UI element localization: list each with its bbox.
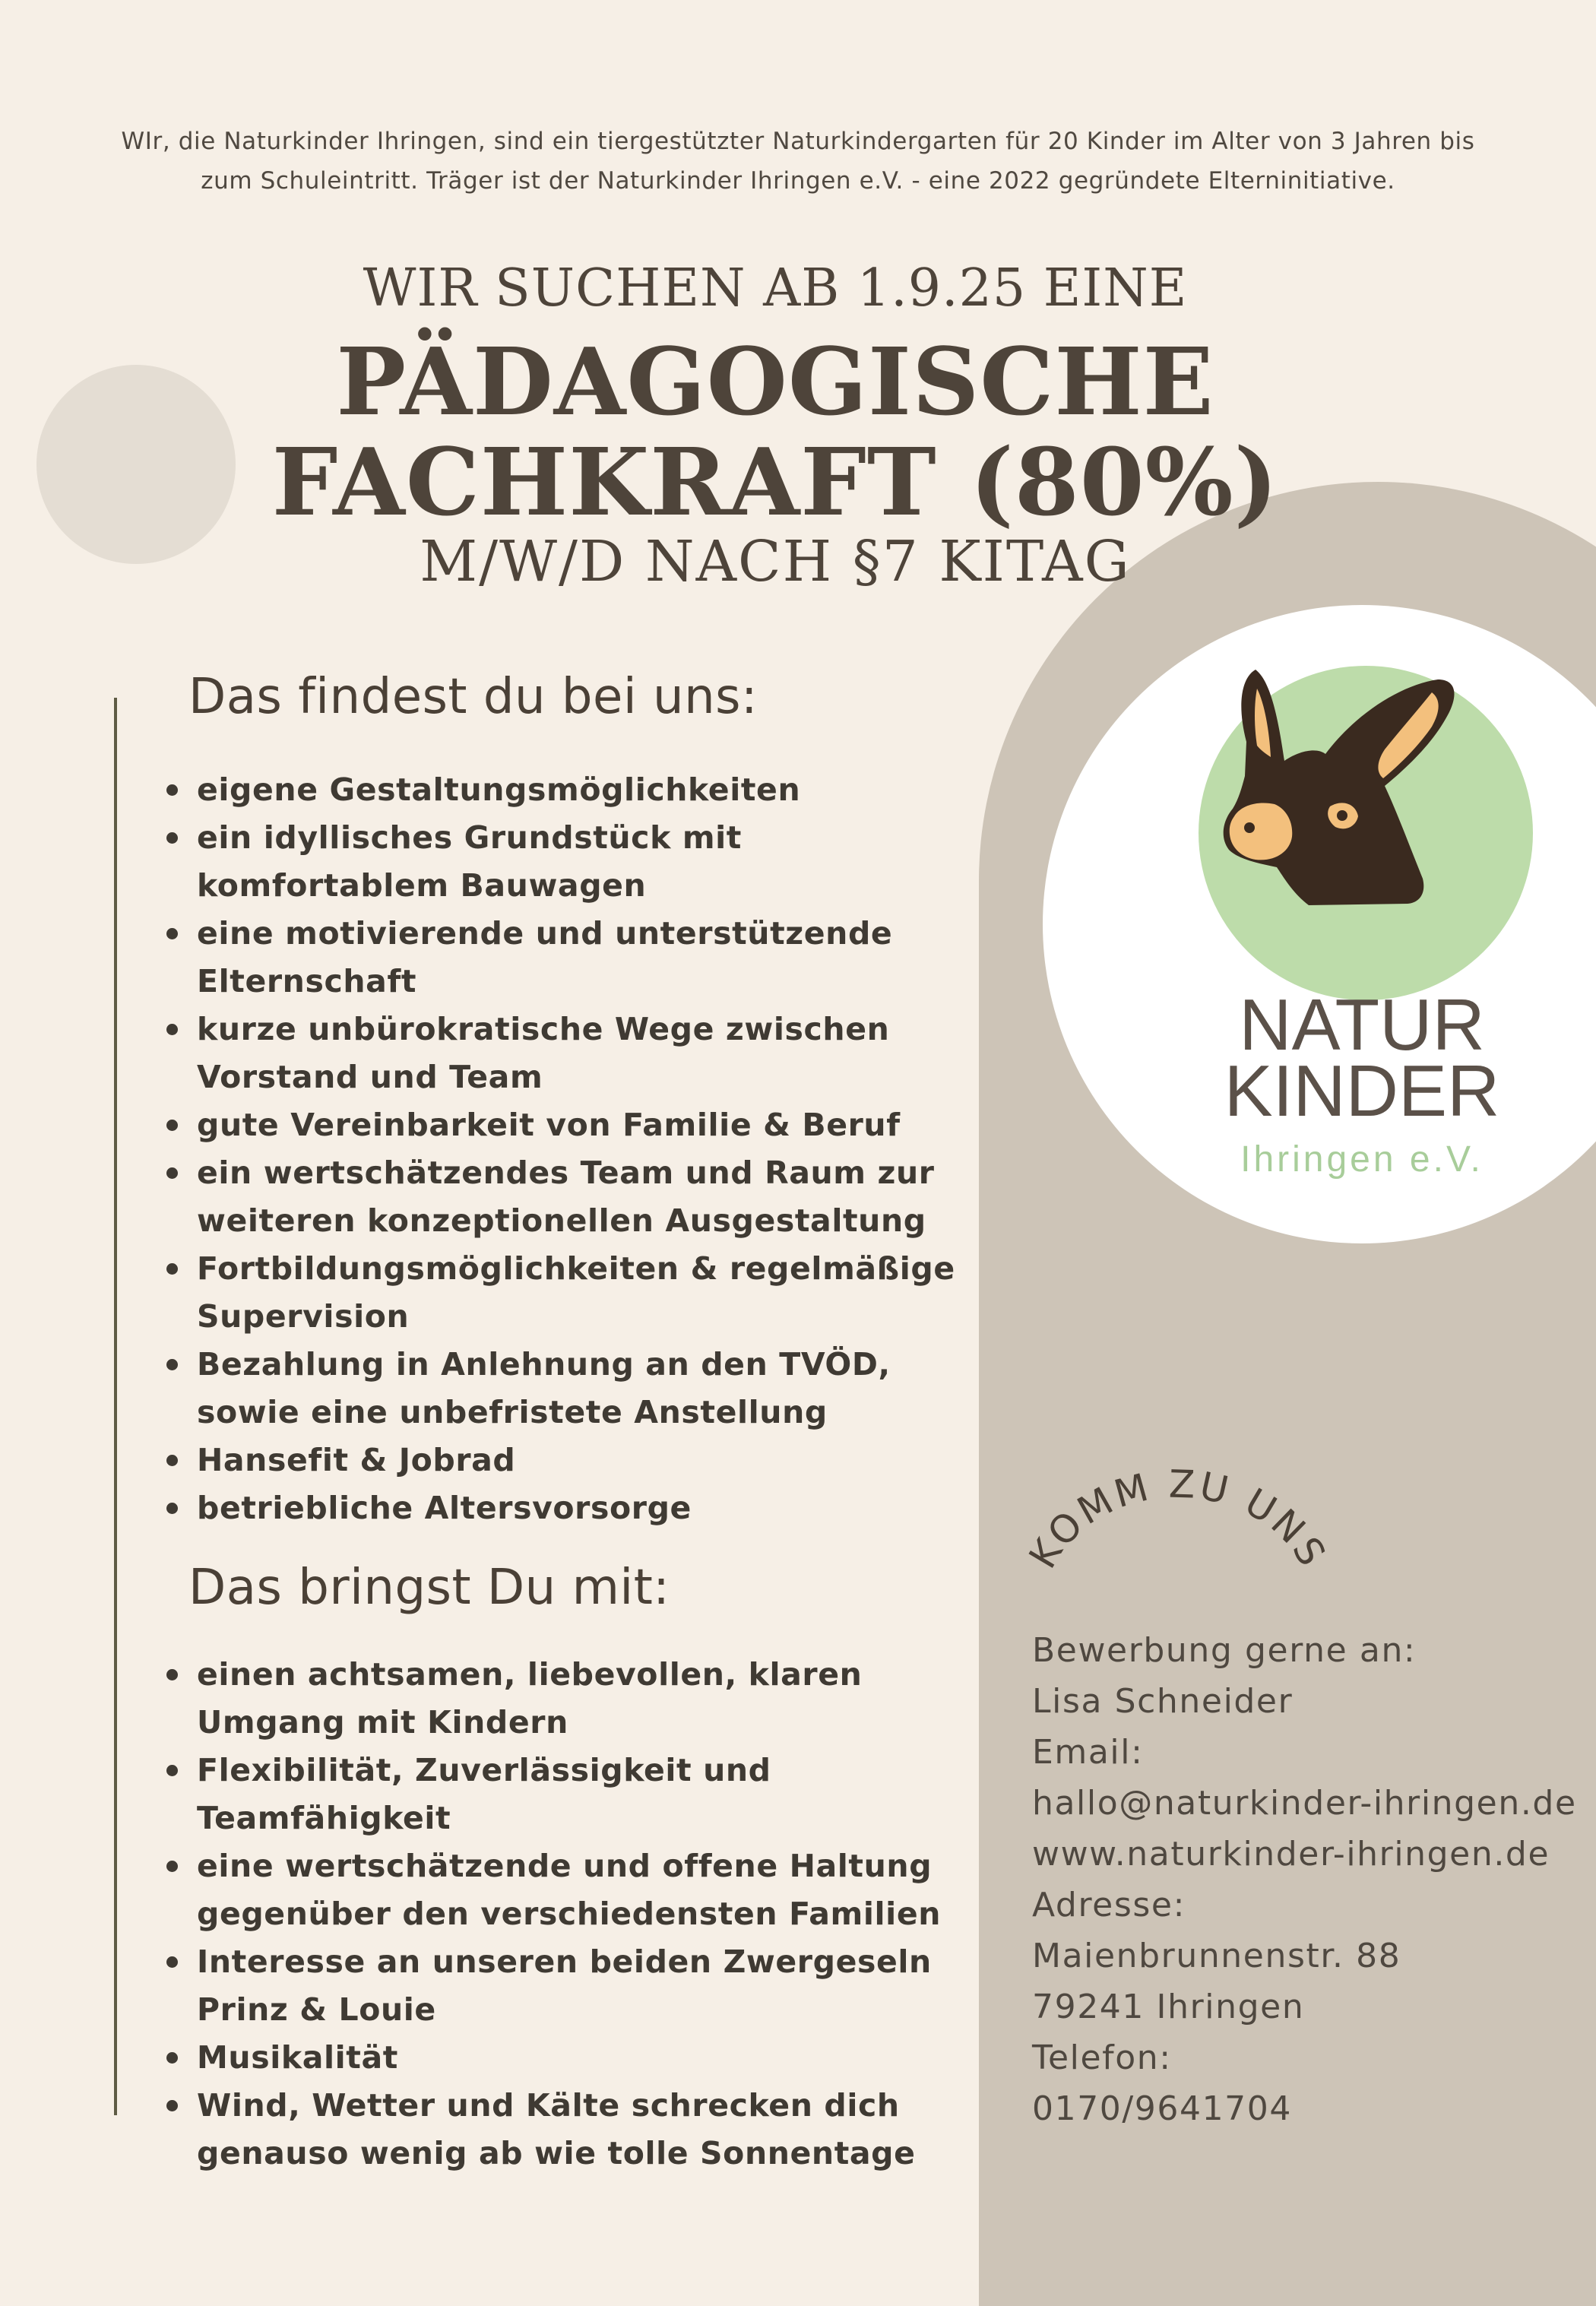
accent-vertical-line [114, 698, 117, 2115]
contact-line: Telefon: [1032, 2038, 1172, 2077]
logo-word-natur: NATUR [1239, 984, 1485, 1066]
naturkinder-logo [1043, 605, 1596, 1243]
logo-subtext: Ihringen e.V. [1240, 1139, 1484, 1180]
list-item: eigene Gestaltungsmöglichkeiten [163, 766, 999, 814]
list-item: ein idyllisches Grundstück mit komfortablem Bauwagen [163, 814, 999, 910]
list-item: ein wertschätzendes Team und Raum zur weiteren konzeptionellen Ausgestaltung [163, 1149, 999, 1245]
svg-text:KOMM ZU UNS [1021, 1462, 1335, 1576]
intro-line-1: WIr, die Naturkinder Ihringen, sind ein tiergestützter Naturkindergarten für 20 Kinder im Alter von 3 Jahren bis [121, 128, 1475, 155]
contact-line: Maienbrunnenstr. 88 [1032, 1937, 1401, 1975]
arc-text: KOMM ZU UNS [1020, 1462, 1336, 1576]
list-item: eine wertschätzende und offene Haltung gegenüber den verschiedensten Familien [163, 1842, 969, 1938]
komm-zu-uns-arc [1011, 1444, 1353, 1627]
contact-line: Bewerbung gerne an: [1032, 1631, 1417, 1670]
contact-email[interactable]: hallo@naturkinder-ihringen.de [1032, 1784, 1577, 1823]
headline-role-line-1: PÄDAGOGISCHE [336, 327, 1214, 436]
intro-line-2: zum Schuleintritt. Träger ist der Naturkinder Ihringen e.V. - eine 2022 gegründete Elterninitiative. [201, 167, 1395, 195]
intro-text [84, 122, 1512, 201]
list-item: Bezahlung in Anlehnung an den TVÖD, sowie eine unbefristete Anstellung [163, 1341, 999, 1436]
contact-website[interactable]: www.naturkinder-ihringen.de [1032, 1835, 1550, 1874]
list-item: Musikalität [163, 2034, 969, 2082]
list-item: Wind, Wetter und Kälte schrecken dich genauso wenig ab wie tolle Sonnentage [163, 2082, 969, 2178]
logo-word-kinder: KINDER [1224, 1050, 1500, 1132]
requirements-section-title: Das bringst Du mit: [188, 1560, 670, 1616]
contact-phone[interactable]: 0170/9641704 [1032, 2089, 1292, 2128]
headline-role-line-2: FACHKRAFT (80%) [271, 427, 1279, 537]
list-item: kurze unbürokratische Wege zwischen Vorstand und Team [163, 1006, 999, 1101]
contact-line: Lisa Schneider [1032, 1682, 1294, 1721]
offer-list [163, 766, 999, 1532]
contact-line: Adresse: [1032, 1886, 1186, 1924]
list-item: eine motivierende und unterstützende Elternschaft [163, 910, 999, 1006]
contact-line: Email: [1032, 1733, 1144, 1772]
offer-section-title: Das findest du bei uns: [188, 669, 758, 725]
contact-line: 79241 Ihringen [1032, 1988, 1305, 2026]
list-item: Interesse an unseren beiden Zwergeseln Prinz & Louie [163, 1938, 969, 2034]
list-item: einen achtsamen, liebevollen, klaren Umgang mit Kindern [163, 1651, 969, 1747]
list-item: betriebliche Altersvorsorge [163, 1484, 999, 1532]
contact-info [1032, 1625, 1577, 2134]
list-item: Hansefit & Jobrad [163, 1436, 999, 1484]
headline-we-seek: WIR SUCHEN AB 1.9.25 EINE [363, 258, 1188, 318]
list-item: gute Vereinbarkeit von Familie & Beruf [163, 1101, 999, 1149]
list-item: Fortbildungsmöglichkeiten & regelmäßige Supervision [163, 1245, 999, 1341]
headline-subtitle: M/W/D NACH §7 KITAG [420, 529, 1131, 594]
requirements-list [163, 1651, 969, 2178]
list-item: Flexibilität, Zuverlässigkeit und Teamfähigkeit [163, 1747, 969, 1842]
